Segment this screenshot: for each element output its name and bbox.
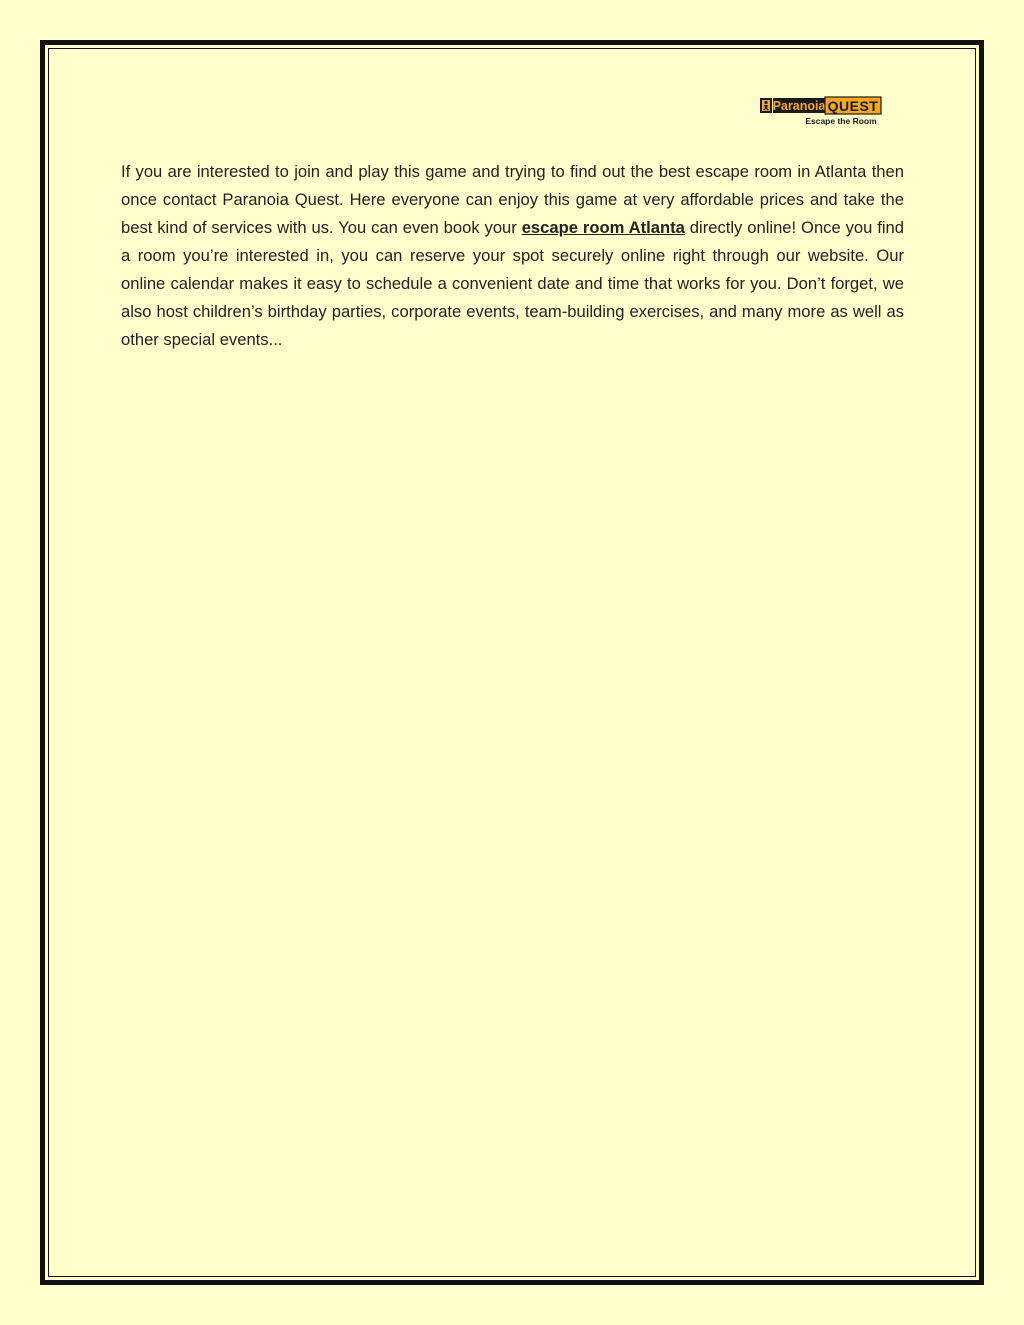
- paragraph-text-2: directly online! Once you find a room you’re interested in, you can reserve your spot securely online right through our website. Our online calendar makes it easy to schedule a convenient date and time that works for you. Don’t forget, we also host children’s birthday parties, corporate events, team-building exercises, and many more as well as other special events...: [121, 218, 904, 349]
- logo-tagline: Escape the Room: [805, 116, 877, 126]
- paranoia-quest-logo: [759, 96, 883, 126]
- logo-word-paranoia: Paranoia: [772, 99, 826, 113]
- paragraph-text-1: If you are interested to join and play this game and trying to find out the best escape room in Atlanta then once contact Paranoia Quest. Here everyone can enjoy this game at very affordable prices and take the best kind of services with us. You can even book your: [121, 162, 904, 237]
- escape-room-atlanta-link[interactable]: escape room Atlanta: [521, 218, 685, 237]
- body-paragraph: [121, 158, 904, 354]
- logo-word-quest: QUEST: [827, 98, 879, 114]
